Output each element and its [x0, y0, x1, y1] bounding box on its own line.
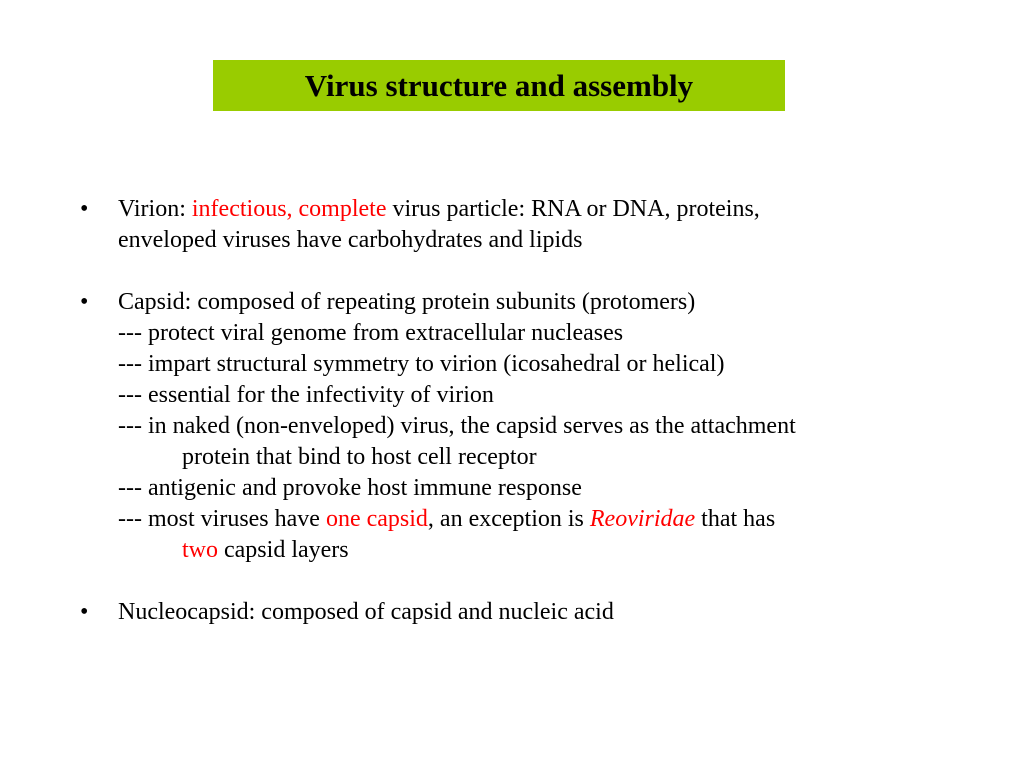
capsid-line-4: --- essential for the infectivity of virion — [118, 382, 494, 408]
reoviridae-highlight: Reoviridae — [589, 506, 696, 532]
capsid-l8-text-e: that has — [695, 506, 776, 532]
bullet-capsid — [80, 287, 980, 566]
capsid-l9-text-b: capsid layers — [218, 537, 349, 563]
virion-line-1 — [118, 194, 980, 225]
capsid-l8-text-a: --- most viruses have — [118, 506, 326, 532]
capsid-line-8 — [118, 504, 980, 535]
capsid-l8-text-c: , an exception is — [427, 506, 590, 532]
capsid-line-5: --- in naked (non-enveloped) virus, the capsid serves as the attachment — [118, 413, 796, 439]
capsid-line-7: --- antigenic and provoke host immune response — [118, 475, 582, 501]
virion-line-2: enveloped viruses have carbohydrates and lipids — [118, 227, 583, 253]
nucleocapsid-line-1: Nucleocapsid: composed of capsid and nucleic acid — [118, 599, 614, 625]
one-capsid-highlight: one capsid — [325, 506, 428, 532]
capsid-line-6: protein that bind to host cell receptor — [182, 444, 537, 470]
virion-highlight: infectious, complete — [191, 196, 387, 222]
capsid-line-1: Capsid: composed of repeating protein subunits (protomers) — [118, 289, 696, 315]
two-highlight: two — [182, 537, 218, 563]
capsid-line-3: --- impart structural symmetry to virion (icosahedral or helical) — [118, 351, 725, 377]
capsid-line-2: --- protect viral genome from extracellular nucleases — [118, 320, 624, 346]
bullet-dot: • — [80, 196, 89, 222]
bullet-nucleocapsid — [80, 597, 980, 628]
bullet-dot: • — [80, 599, 89, 625]
slide-title: Virus structure and assembly — [304, 68, 694, 103]
bullet-dot: • — [80, 289, 89, 315]
bullet-virion — [80, 194, 980, 256]
capsid-line-9 — [118, 535, 980, 566]
virion-desc: virus particle: RNA or DNA, proteins, — [386, 196, 760, 222]
bullet-list — [80, 194, 980, 628]
title-banner — [213, 60, 785, 111]
virion-label: Virion: — [118, 196, 192, 222]
